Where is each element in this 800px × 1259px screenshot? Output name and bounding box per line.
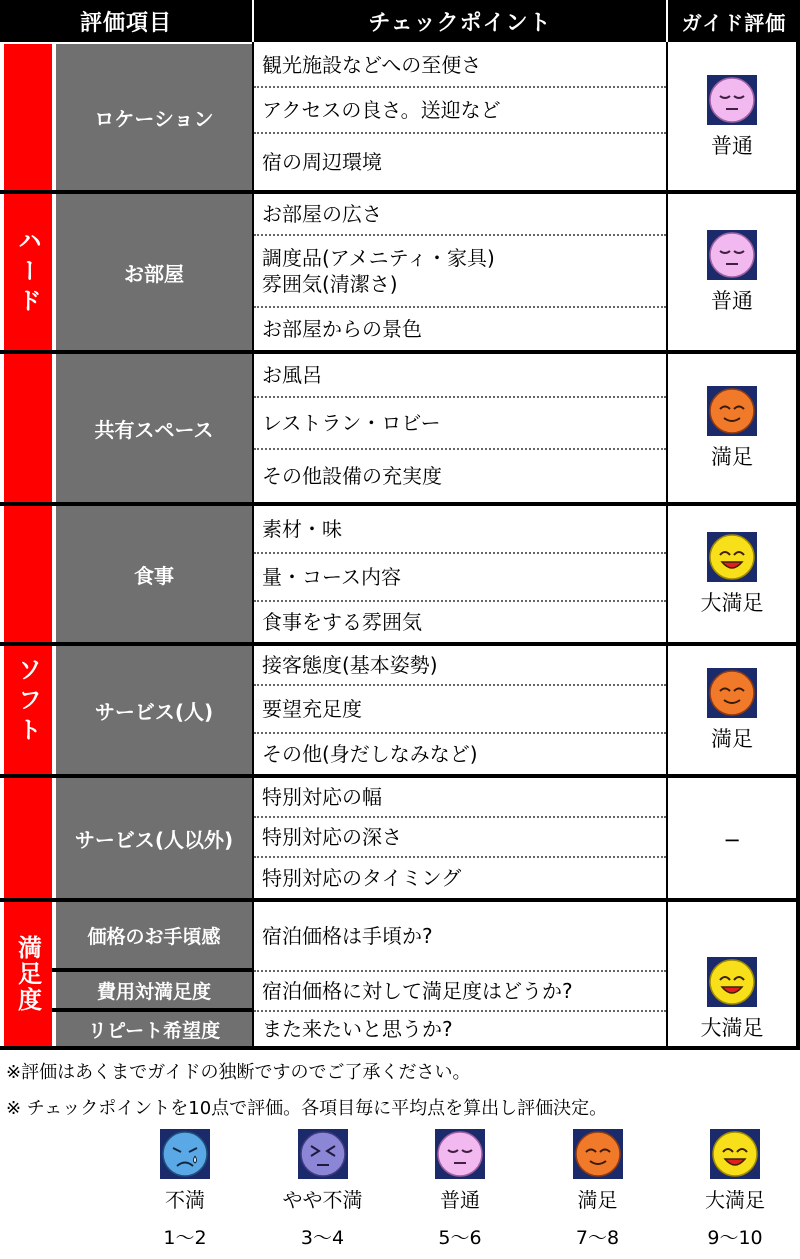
rating-service-nonhuman	[668, 778, 796, 898]
grid-line	[0, 774, 800, 778]
rating-label: 大満足	[700, 591, 764, 615]
checkpoint-item: 宿泊価格は手頃か?	[254, 902, 666, 972]
legend-range: 5〜6	[438, 1227, 482, 1249]
checkpoint-item: その他設備の充実度	[254, 450, 666, 502]
legend-item-very-satisfied	[680, 1128, 790, 1253]
legend-range: 1〜2	[163, 1227, 207, 1249]
legend-item-neutral	[405, 1128, 515, 1253]
checkpoint-item: 特別対応のタイミング	[254, 858, 666, 898]
legend-label: 普通	[440, 1188, 480, 1212]
satisfied-face-icon	[706, 385, 758, 437]
category-meal: 食事	[56, 506, 252, 642]
legend-label: 不満	[165, 1188, 205, 1212]
neutral-face-icon	[706, 229, 758, 281]
checkpoint-item: 特別対応の幅	[254, 778, 666, 818]
group-soft: ソフト	[4, 506, 52, 898]
legend-range: 7〜8	[575, 1227, 620, 1249]
very-satisfied-face-icon	[706, 956, 758, 1008]
category-shared-space: 共有スペース	[56, 354, 252, 502]
neutral-face-icon	[706, 74, 758, 126]
header-checkpoint: チェックポイント	[254, 0, 666, 42]
grid-line	[0, 502, 800, 506]
category-service-human: サービス(人)	[56, 646, 252, 774]
legend-item-satisfied	[543, 1128, 653, 1253]
rating-label: −	[723, 828, 741, 852]
category-room: お部屋	[56, 194, 252, 350]
checkpoint-item: お部屋の広さ	[254, 194, 666, 236]
very-satisfied-face-icon	[709, 1128, 761, 1180]
very-satisfied-face-icon	[706, 531, 758, 583]
category-repeat-desire: リピート希望度	[56, 1012, 252, 1046]
slightly-dissatisfied-face-icon	[297, 1128, 349, 1180]
rating-label: 普通	[711, 134, 753, 158]
group-satisfaction: 満足度	[4, 902, 52, 1046]
checkpoint-item: 宿泊価格に対して満足度はどうか?	[254, 972, 666, 1012]
checkpoint-item: アクセスの良さ。送迎など	[254, 88, 666, 134]
legend-range: 3〜4	[300, 1227, 345, 1249]
checkpoint-item: 食事をする雰囲気	[254, 602, 666, 642]
checkpoint-item: 量・コース内容	[254, 554, 666, 602]
checkpoint-item: 調度品(アメニティ・家具) 雰囲気(清潔さ)	[254, 236, 666, 308]
rating-room	[668, 194, 796, 350]
checkpoint-item: レストラン・ロビー	[254, 398, 666, 450]
legend-label: 大満足	[705, 1188, 765, 1212]
category-service-nonhuman: サービス(人以外)	[56, 778, 252, 898]
rating-label: 大満足	[700, 1016, 764, 1040]
checkpoint-item: 特別対応の深さ	[254, 818, 666, 858]
legend-label: やや不満	[282, 1188, 363, 1212]
note-disclaimer: ※評価はあくまでガイドの独断ですのでご了承ください。	[6, 1062, 471, 1083]
category-cost-satisfaction: 費用対満足度	[56, 972, 252, 1008]
legend-range: 9〜10	[707, 1227, 763, 1249]
checkpoint-item: 観光施設などへの至便さ	[254, 44, 666, 88]
grid-line	[0, 190, 800, 194]
satisfied-face-icon	[572, 1128, 624, 1180]
group-hard: ハード	[4, 44, 52, 502]
rating-satisfaction	[668, 902, 796, 1046]
rating-label: 満足	[711, 727, 753, 751]
checkpoint-item: その他(身だしなみなど)	[254, 734, 666, 774]
rating-service-human	[668, 646, 796, 774]
neutral-face-icon	[434, 1128, 486, 1180]
category-price-affordability: 価格のお手頃感	[56, 902, 252, 968]
category-location: ロケーション	[56, 44, 252, 190]
rating-shared-space	[668, 354, 796, 502]
grid-line	[52, 1008, 254, 1012]
legend-item-dissatisfied	[130, 1128, 240, 1253]
satisfied-face-icon	[706, 667, 758, 719]
rating-label: 満足	[711, 445, 753, 469]
checkpoint-item: お風呂	[254, 354, 666, 398]
legend-label: 満足	[577, 1188, 618, 1212]
grid-line	[0, 350, 800, 354]
header-guide: ガイド評価	[668, 0, 800, 42]
header-category: 評価項目	[0, 0, 252, 42]
grid-line	[0, 898, 800, 902]
legend-item-slightly-dissatisfied	[268, 1128, 378, 1253]
note-scoring: ※ チェックポイントを10点で評価。各項目毎に平均点を算出し評価決定。	[6, 1098, 608, 1119]
checkpoint-item: 接客態度(基本姿勢)	[254, 646, 666, 686]
checkpoint-item: また来たいと思うか?	[254, 1012, 666, 1046]
rating-meal	[668, 506, 796, 642]
checkpoint-item: 要望充足度	[254, 686, 666, 734]
dissatisfied-face-icon	[159, 1128, 211, 1180]
rating-location	[668, 44, 796, 190]
checkpoint-item: 宿の周辺環境	[254, 134, 666, 190]
grid-line	[0, 642, 800, 646]
checkpoint-item: お部屋からの景色	[254, 308, 666, 350]
grid-line	[0, 1046, 800, 1050]
rating-label: 普通	[711, 289, 753, 313]
rating-legend	[130, 1128, 790, 1253]
grid-line	[52, 968, 254, 972]
checkpoint-item: 素材・味	[254, 506, 666, 554]
